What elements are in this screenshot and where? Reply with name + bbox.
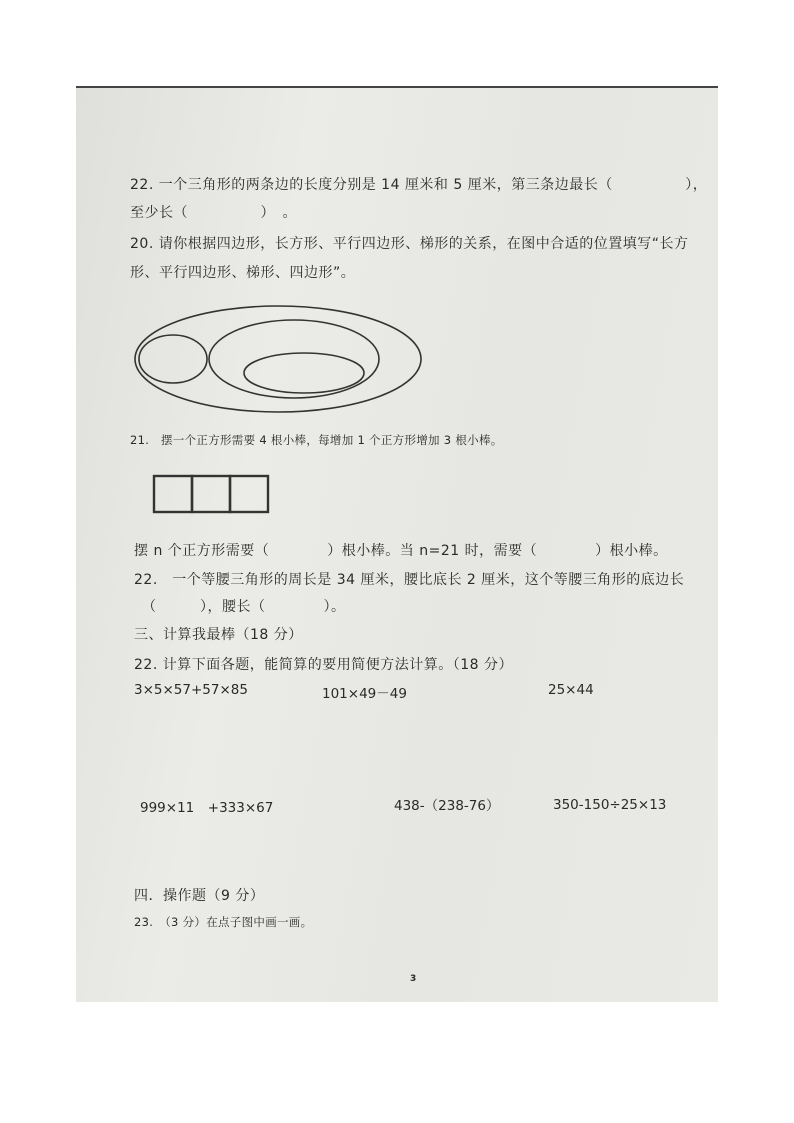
matchstick-squares-figure xyxy=(152,474,272,516)
q22a-line1: 22. 一个三角形的两条边的长度分别是 14 厘米和 5 厘米，第三条边最长（ ）， xyxy=(130,177,708,193)
square-2 xyxy=(192,476,230,512)
expr-6: 350-150÷25×13 xyxy=(553,797,667,813)
exam-sheet xyxy=(76,86,718,1002)
q22b-line2: （ ），腰长（ ）。 xyxy=(142,599,346,615)
section3-title: 三、计算我最棒（18 分） xyxy=(134,627,303,643)
page-number: 3 xyxy=(410,974,417,984)
expr-4: 999×11 +333×67 xyxy=(140,800,274,816)
expr-2: 101×49－49 xyxy=(322,686,407,702)
section4-title: 四．操作题（9 分） xyxy=(134,888,265,904)
left-ellipse xyxy=(139,335,207,383)
square-3 xyxy=(230,476,268,512)
q21-line1: 21. 摆一个正方形需要 4 根小棒，每增加 1 个正方形增加 3 根小棒。 xyxy=(130,433,503,447)
q21-line2: 摆 n 个正方形需要（ ）根小棒。当 n=21 时，需要（ ）根小棒。 xyxy=(134,543,668,559)
expr-1: 3×5×57+57×85 xyxy=(134,682,248,698)
expr-3: 25×44 xyxy=(548,682,594,698)
q23-text: 23. （3 分）在点子图中画一画。 xyxy=(134,915,313,929)
q20-line2: 形、平行四边形、梯形、四边形”。 xyxy=(130,265,356,281)
q22b-line1: 22. 一个等腰三角形的周长是 34 厘米，腰比底长 2 厘米，这个等腰三角形的底边长 xyxy=(134,572,685,588)
middle-ellipse xyxy=(209,320,379,398)
q22a-line2: 至少长（ ） 。 xyxy=(130,205,297,221)
expr-5: 438-（238-76） xyxy=(394,798,500,814)
outer-ellipse xyxy=(135,306,421,412)
inner-ellipse xyxy=(244,353,364,393)
section3-instruction: 22. 计算下面各题，能简算的要用简便方法计算。（18 分） xyxy=(134,657,513,673)
q20-line1: 20. 请你根据四边形，长方形、平行四边形、梯形的关系，在图中合适的位置填写“长方 xyxy=(130,236,689,252)
quadrilateral-venn-diagram xyxy=(132,302,428,418)
square-1 xyxy=(154,476,192,512)
